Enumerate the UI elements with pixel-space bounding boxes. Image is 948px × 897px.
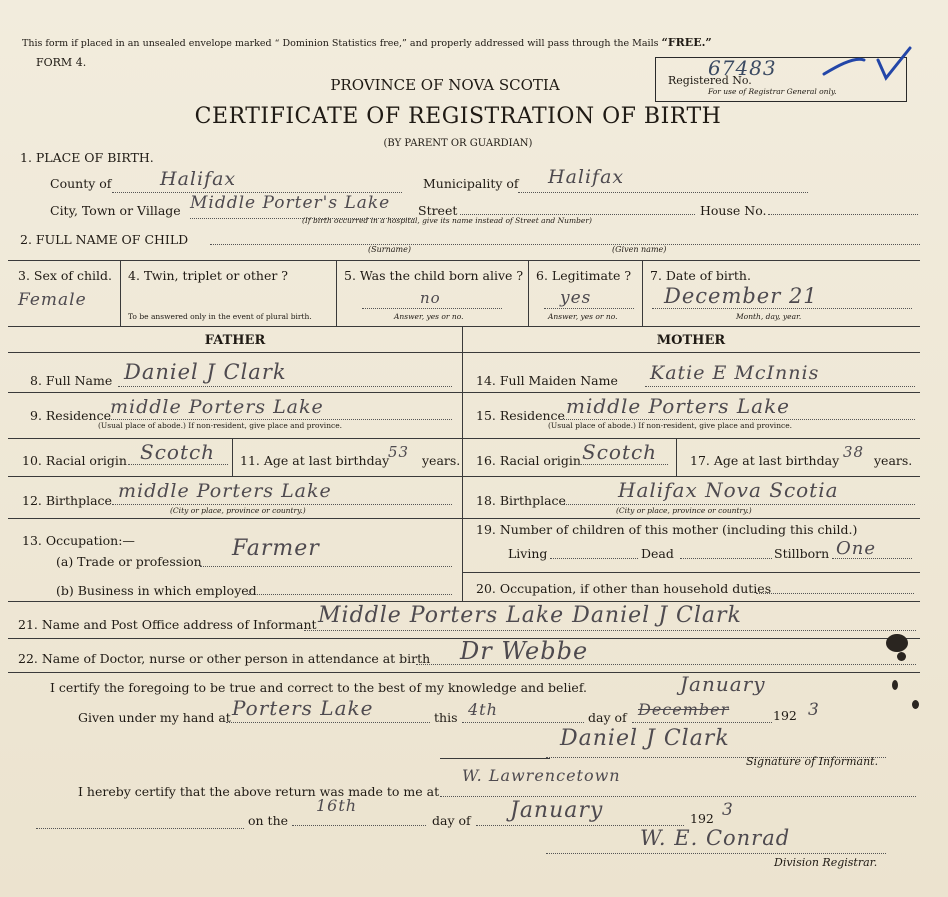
row-divider xyxy=(462,572,920,573)
father-birthplace-note: (City or place, province or country.) xyxy=(170,506,306,515)
given-month-value: January xyxy=(680,672,766,696)
registrar-signature: W. E. Conrad xyxy=(640,826,791,850)
mother-birthplace-line xyxy=(562,504,915,505)
given-place-line xyxy=(226,722,430,723)
column-divider xyxy=(336,260,337,326)
given-year-prefix: 192 xyxy=(773,708,797,723)
column-divider xyxy=(642,260,643,326)
form-number: FORM 4. xyxy=(36,56,87,69)
mother-name-value: Katie E McInnis xyxy=(650,362,820,384)
row-divider xyxy=(8,352,920,353)
registrar-month-value: January xyxy=(510,798,604,823)
informant-value: Middle Porters Lake Daniel J Clark xyxy=(318,603,742,628)
living-label: Living xyxy=(508,546,548,561)
father-race-line xyxy=(128,464,228,465)
occupation-heading: 13. Occupation:— xyxy=(22,533,135,548)
ink-blot xyxy=(886,634,908,652)
mother-name-label: 14. Full Maiden Name xyxy=(476,373,618,388)
date-line xyxy=(652,308,912,309)
doctor-label: 22. Name of Doctor, nurse or other person in attendance at birth xyxy=(18,651,431,666)
legitimate-value: yes xyxy=(560,288,592,308)
mail-notice-text: This form if placed in an unsealed envelope marked “ Dominion Statistics free,” and properly addressed will pass through the Mails xyxy=(22,38,659,49)
trade-label: (a) Trade or profession xyxy=(56,554,202,569)
mother-occupation-label: 20. Occupation, if other than household duties xyxy=(476,581,772,596)
surname-caption: (Surname) xyxy=(368,245,411,254)
column-divider xyxy=(232,438,233,476)
registrar-leading-line xyxy=(36,828,244,829)
informant-signature: Daniel J Clark xyxy=(560,726,730,751)
twin-note: To be answered only in the event of plural birth. xyxy=(128,312,312,321)
stillborn-label: Stillborn xyxy=(774,546,830,561)
registration-note: For use of Registrar General only. xyxy=(708,87,837,96)
date-label: 7. Date of birth. xyxy=(650,268,751,283)
given-name-caption: (Given name) xyxy=(612,245,667,254)
legitimate-label: 6. Legitimate ? xyxy=(536,268,632,283)
this-label: this xyxy=(434,710,458,725)
certify-statement: I certify the foregoing to be true and correct to the best of my knowledge and belief. xyxy=(50,680,587,695)
given-place-value: Porters Lake xyxy=(232,696,374,720)
row-divider xyxy=(462,392,920,393)
row-divider xyxy=(8,476,462,477)
registrar-place-line xyxy=(440,796,916,797)
page-subtitle: (BY PARENT OR GUARDIAN) xyxy=(383,138,533,149)
row-divider xyxy=(8,672,920,673)
mother-race-line xyxy=(578,464,668,465)
city-label: City, Town or Village xyxy=(50,203,181,218)
mother-occupation-line xyxy=(756,593,914,594)
trade-value: Farmer xyxy=(232,536,320,561)
father-heading: FATHER xyxy=(204,333,266,348)
municipality-value: Halifax xyxy=(548,166,625,188)
sex-value: Female xyxy=(18,290,87,310)
column-divider xyxy=(676,438,677,476)
row-divider xyxy=(8,260,920,261)
dead-label: Dead xyxy=(641,546,674,561)
column-divider xyxy=(528,260,529,326)
mail-notice xyxy=(22,36,712,49)
county-value: Halifax xyxy=(160,168,237,190)
registrar-day-line xyxy=(292,825,426,826)
children-label: 19. Number of children of this mother (including this child.) xyxy=(476,522,858,537)
ink-blot xyxy=(897,652,906,661)
date-note: Month, day, year. xyxy=(736,312,802,321)
sex-label: 3. Sex of child. xyxy=(18,268,113,283)
father-residence-note: (Usual place of abode.) If non-resident, give place and province. xyxy=(98,421,343,430)
row-divider xyxy=(462,438,920,439)
mother-name-line xyxy=(645,386,915,387)
row-divider xyxy=(462,518,920,519)
father-name-value: Daniel J Clark xyxy=(124,360,287,384)
house-line xyxy=(768,214,918,215)
given-day-value: 4th xyxy=(468,700,498,719)
hospital-note: (If birth occurred in a hospital, give its name instead of Street and Number) xyxy=(302,216,592,225)
province-heading: PROVINCE OF NOVA SCOTIA xyxy=(330,76,560,94)
legitimate-note: Answer, yes or no. xyxy=(548,312,618,321)
registrar-day-value: 16th xyxy=(316,796,358,815)
ink-blot xyxy=(912,700,919,709)
mother-birthplace-note: (City or place, province or country.) xyxy=(616,506,752,515)
father-race-label: 10. Racial origin xyxy=(22,453,127,468)
mother-residence-line xyxy=(560,419,915,420)
child-name-line xyxy=(210,244,920,245)
given-month-line xyxy=(632,722,772,723)
mother-residence-value: middle Porters Lake xyxy=(566,394,791,418)
doctor-value: Dr Webbe xyxy=(460,637,589,665)
alive-note: Answer, yes or no. xyxy=(394,312,464,321)
father-race-value: Scotch xyxy=(140,440,216,464)
row-divider xyxy=(462,476,920,477)
registrar-year-prefix: 192 xyxy=(690,811,714,826)
mother-race-label: 16. Racial origin xyxy=(476,453,581,468)
page-title: CERTIFICATE OF REGISTRATION OF BIRTH xyxy=(194,104,722,129)
on-the-label: on the xyxy=(248,813,289,828)
day-of-label: day of xyxy=(588,710,627,725)
twin-label: 4. Twin, triplet or other ? xyxy=(128,268,288,283)
mother-age-label: 17. Age at last birthday xyxy=(690,453,840,468)
father-age-label: 11. Age at last birthday xyxy=(240,453,390,468)
dead-line xyxy=(680,558,772,559)
mother-heading: MOTHER xyxy=(656,333,726,348)
mother-birthplace-label: 18. Birthplace xyxy=(476,493,566,508)
given-month-struck: December xyxy=(638,700,730,719)
registrar-place-value: W. Lawrencetown xyxy=(462,766,621,785)
stillborn-value: One xyxy=(836,538,877,559)
center-divider xyxy=(462,326,463,601)
mother-birthplace-value: Halifax Nova Scotia xyxy=(618,478,839,502)
living-line xyxy=(550,558,638,559)
municipality-line xyxy=(518,192,808,193)
place-of-birth-heading: 1. PLACE OF BIRTH. xyxy=(20,150,154,165)
street-line xyxy=(460,214,695,215)
business-line xyxy=(248,594,452,595)
legitimate-line xyxy=(544,308,634,309)
given-year-suffix: 3 xyxy=(808,700,820,720)
informant-signature-caption: Signature of Informant. xyxy=(746,755,879,768)
registrar-signature-caption: Division Registrar. xyxy=(774,856,878,869)
alive-value: no xyxy=(420,289,441,307)
row-divider xyxy=(8,601,920,602)
father-birthplace-value: middle Porters Lake xyxy=(118,480,332,502)
business-label: (b) Business in which employed xyxy=(56,583,257,598)
mother-race-value: Scotch xyxy=(582,440,658,464)
alive-label: 5. Was the child born alive ? xyxy=(344,268,524,283)
city-value: Middle Porter's Lake xyxy=(190,193,391,213)
father-name-line xyxy=(118,386,452,387)
trade-line xyxy=(200,566,452,567)
mother-age-unit: years. xyxy=(874,453,913,468)
mail-notice-free: “FREE.” xyxy=(661,36,712,49)
registrar-signature-line xyxy=(546,853,886,854)
given-label: Given under my hand at xyxy=(78,710,231,725)
mother-age-value: 38 xyxy=(843,443,865,461)
date-value: December 21 xyxy=(664,284,818,308)
father-name-label: 8. Full Name xyxy=(30,373,113,388)
father-birthplace-line xyxy=(112,504,452,505)
father-residence-line xyxy=(108,419,452,420)
house-label: House No. xyxy=(700,203,767,218)
municipality-label: Municipality of xyxy=(423,176,519,191)
father-birthplace-label: 12. Birthplace xyxy=(22,493,112,508)
child-name-heading: 2. FULL NAME OF CHILD xyxy=(20,232,189,247)
father-residence-value: middle Porters Lake xyxy=(110,396,324,418)
given-day-line xyxy=(462,722,584,723)
row-divider xyxy=(8,392,462,393)
informant-label: 21. Name and Post Office address of Informant xyxy=(18,617,317,632)
alive-line xyxy=(362,308,502,309)
mother-residence-label: 15. Residence xyxy=(476,408,565,423)
ink-blot xyxy=(892,680,898,690)
county-label: County of xyxy=(50,176,112,191)
row-divider xyxy=(8,518,462,519)
registrar-day-of-label: day of xyxy=(432,813,471,828)
column-divider xyxy=(120,260,121,326)
street-label: Street xyxy=(418,203,458,218)
short-rule xyxy=(440,758,550,759)
informant-line xyxy=(304,630,916,631)
row-divider xyxy=(8,326,920,327)
registration-label: Registered No. xyxy=(668,74,752,87)
father-age-unit: years. xyxy=(422,453,461,468)
row-divider xyxy=(8,438,462,439)
registration-number: 67483 xyxy=(708,56,777,80)
mother-residence-note: (Usual place of abode.) If non-resident, give place and province. xyxy=(548,421,793,430)
father-residence-label: 9. Residence xyxy=(30,408,111,423)
registrar-statement: I hereby certify that the above return was made to me at xyxy=(78,784,440,799)
father-age-value: 53 xyxy=(388,443,410,461)
registrar-year-suffix: 3 xyxy=(722,800,734,820)
